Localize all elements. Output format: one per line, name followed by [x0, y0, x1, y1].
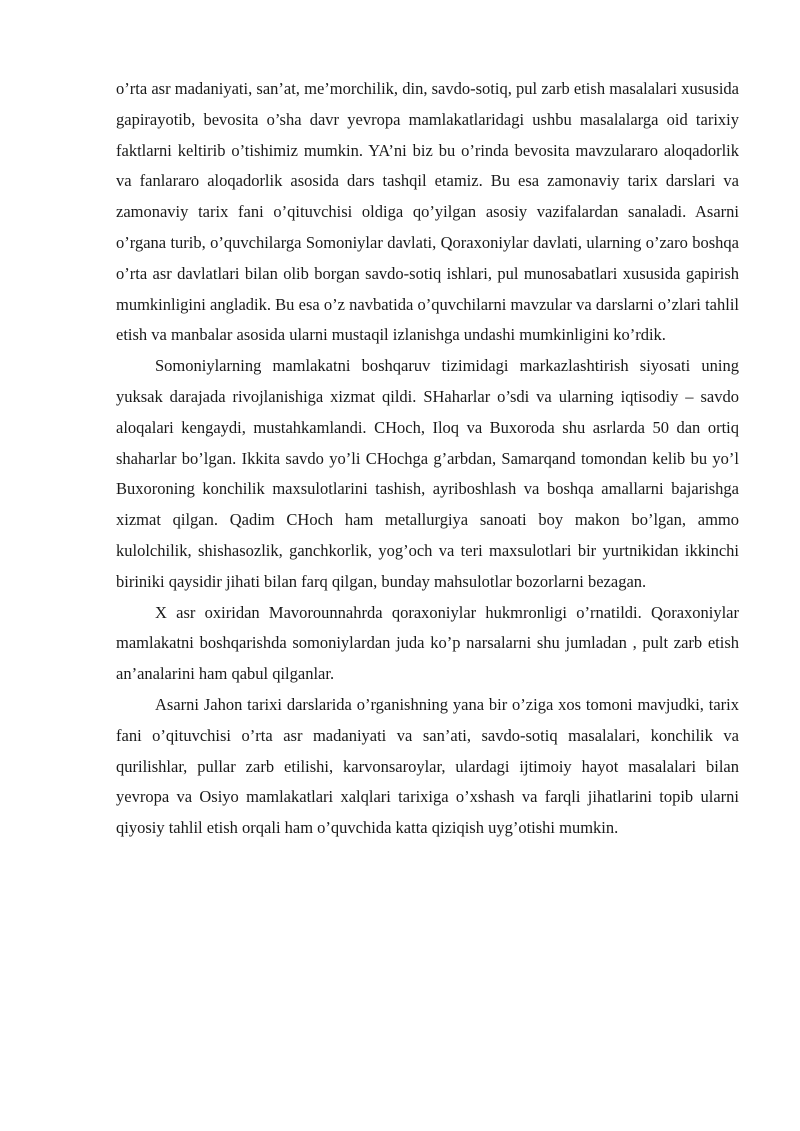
paragraph-somoniylar: Somoniylarning mamlakatni boshqaruv tizimidagi markazlashtirish siyosati uning yuksak darajada rivojlanishiga xizmat qildi. SHaharlar o’sdi va ularning iqtisodiy – savdo aloqalari kengaydi, mustahkamlandi. CHoch, Iloq va Buxoroda shu asrlarda 50 dan ortiq shaharlar bo’lgan. Ikkita savdo yo’li CHochga g’arbdan, Samarqand tomondan kelib bu yo’l Buxoroning konchilik maxsulotlarini tashish, ayriboshlash va boshqa amallarni bajarishga xizmat qilgan. Qadim CHoch ham metallurgiya sanoati boy makon bo’lgan, ammo kulolchilik, shishasozlik, ganchkorlik, yog’och va teri maxsulotlari bir yurtnikidan ikkinchi biriniki qaysidir jihati bilan farq qilgan, bunday mahsulotlar bozorlarni bezagan. [116, 356, 739, 591]
document-page [116, 74, 739, 844]
paragraph-continuation: o’rta asr madaniyati, san’at, me’morchilik, din, savdo-sotiq, pul zarb etish masalalari xususida gapirayotib, bevosita o’sha davr yevropa mamlakatlaridagi ushbu masalalarga oid tarixiy faktlarni keltirib o’tishimiz mumkin. YA’ni biz bu o’rinda bevosita mavzulararo aloqadorlik va fanlararo aloqadorlik asosida dars tashqil etamiz. Bu esa zamonaviy tarix darslari va zamonaviy tarix fani o’qituvchisi oldiga qo’yilgan asosiy vazifalardan sanaladi. Asarni o’rgana turib, o’quvchilarga Somoniylar davlati, Qoraxoniylar davlati, ularning o’zaro boshqa o’rta asr davlatlari bilan olib borgan savdo-sotiq ishlari, pul munosabatlari xususida gapirish mumkinligini angladik. Bu esa o’z navbatida o’quvchilarni mavzular va darslarni o’zlari tahlil etish va manbalar asosida ularni mustaqil izlanishga undashi mumkinligini ko’rdik. [116, 79, 739, 345]
paragraph-qoraxoniylar: X asr oxiridan Mavorounnahrda qoraxoniylar hukmronligi o’rnatildi. Qoraxoniylar mamlakatni boshqarishda somoniylardan juda ko’p narsalarni shu jumladan , pult zarb etish an’analarini ham qabul qilganlar. [116, 602, 739, 684]
paragraph-jahon-tarixi: Asarni Jahon tarixi darslarida o’rganishning yana bir o’ziga xos tomoni mavjudki, tarix fani o’qituvchisi o’rta asr madaniyati va san’ati, savdo-sotiq masalalari, konchilik va qurilishlar, pullar zarb etilishi, karvonsaroylar, ulardagi ijtimoiy hayot masalalari bilan yevropa va Osiyo mamlakatlari xalqlari tarixiga o’xshash va farqli jihatlarini topib ularni qiyosiy tahlil etish orqali ham o’quvchida katta qiziqish uyg’otishi mumkin. [116, 694, 739, 838]
